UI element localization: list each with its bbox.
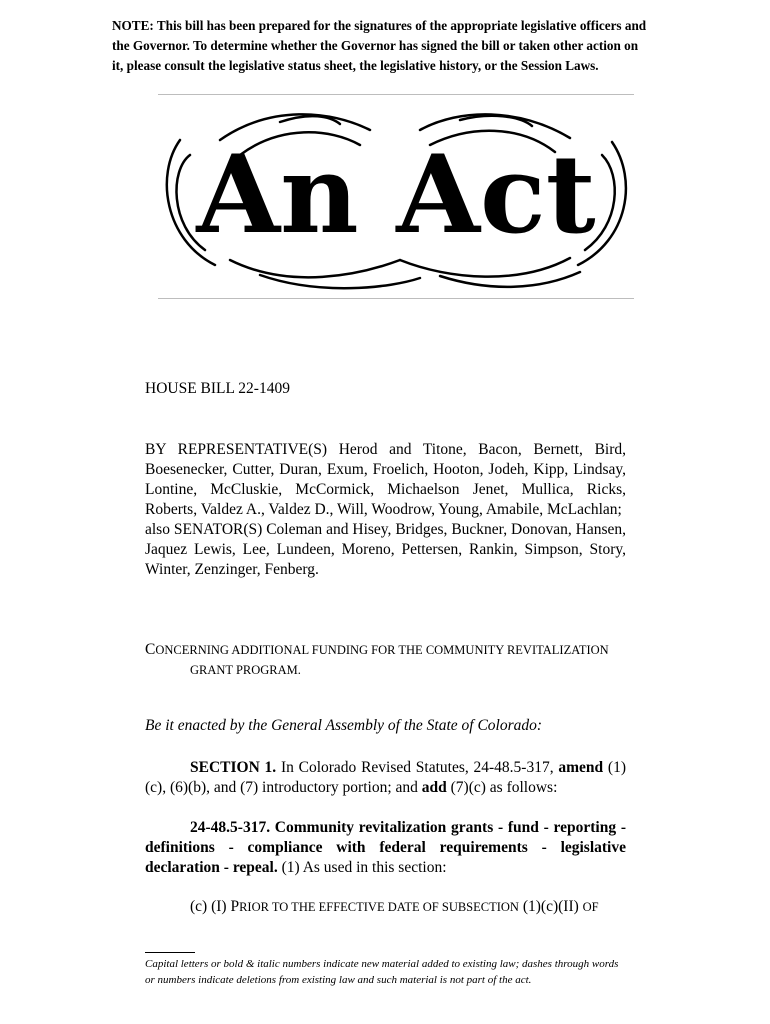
amend-keyword: amend bbox=[558, 759, 604, 776]
section-1 bbox=[145, 758, 626, 798]
statute-section bbox=[145, 818, 626, 878]
an-act-logo bbox=[160, 100, 632, 296]
footnote: Capital letters or bold & italic numbers indicate new material added to existing law; dashes through words or numbers indicate deletions from existing law and such material is not part of the act. bbox=[145, 958, 619, 986]
paragraph-c-text-b: OF bbox=[582, 900, 599, 914]
bill-title bbox=[145, 640, 635, 680]
footnote-rule bbox=[145, 952, 195, 953]
add-keyword: add bbox=[421, 779, 447, 796]
sponsors-block bbox=[145, 440, 626, 580]
title-initial: C bbox=[145, 641, 156, 658]
logo-wordmark: An Act bbox=[196, 132, 596, 258]
senators-list: also SENATOR(S) Coleman and Hisey, Bridges, Buckner, Donovan, Hansen, Jaquez Lewis, Lee, Lundeen, Moreno, Pettersen, Rankin, Simpson, Story, Winter, Zenzinger, Fenberg. bbox=[145, 521, 626, 578]
bottom-divider bbox=[158, 298, 634, 299]
representatives-list: BY REPRESENTATIVE(S) Herod and Titone, Bacon, Bernett, Bird, Boesenecker, Cutter, Duran, Exum, Froelich, Hooton, Jodeh, Kipp, Lindsay, Lontine, McCluskie, McCormick, Michaelson Jenet, Mullica, Ricks, Roberts, Valdez A., Valdez D., Will, Woodrow, Young, Amabile, McLachlan; bbox=[145, 441, 626, 518]
statute-heading: 24-48.5-317. Community revitalization grants - fund - reporting - definitions - compliance with federal requirements - legislative declaration - repeal. bbox=[145, 819, 626, 876]
statute-text: (1) As used in this section: bbox=[277, 859, 447, 876]
legislative-note: NOTE: This bill has been prepared for the signatures of the appropriate legislative officers and the Governor. To determine whether the Governor has signed the bill or taken other action on it, please consult the legislative status sheet, the legislative history, or the Session Laws. bbox=[112, 18, 647, 73]
section-1-text-c: (7)(c) as follows: bbox=[446, 779, 558, 796]
top-divider bbox=[158, 94, 634, 95]
paragraph-c bbox=[190, 898, 599, 916]
bill-number: HOUSE BILL 22-1409 bbox=[145, 380, 290, 397]
paragraph-c-prefix: (c) (I) bbox=[190, 898, 231, 915]
paragraph-c-text-a: RIOR TO THE EFFECTIVE DATE OF SUBSECTION bbox=[239, 900, 519, 914]
enacting-clause: Be it enacted by the General Assembly of the State of Colorado: bbox=[145, 717, 543, 734]
section-1-text-b: (1)(c), (6)(b), and (7) introductory portion; and bbox=[145, 759, 626, 796]
title-line-1: ONCERNING ADDITIONAL FUNDING FOR THE COMMUNITY REVITALIZATION bbox=[155, 643, 609, 657]
section-1-text-a: In Colorado Revised Statutes, 24-48.5-317, bbox=[276, 759, 559, 776]
section-1-label: SECTION 1. bbox=[190, 759, 277, 776]
paragraph-c-initial: P bbox=[230, 898, 240, 915]
paragraph-c-ref: (1)(c)(II) bbox=[518, 898, 583, 915]
title-line-2: GRANT PROGRAM. bbox=[190, 663, 301, 677]
